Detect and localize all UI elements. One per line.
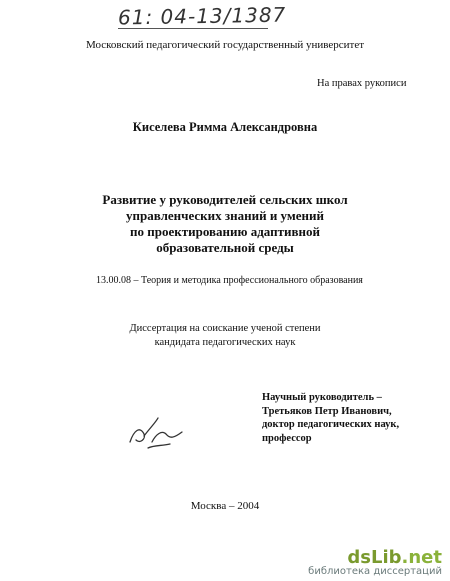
degree-line: кандидата педагогических наук — [154, 337, 296, 348]
university-name: Московский педагогический государственный университет — [85, 39, 365, 51]
supervisor-line: Научный руководитель – — [262, 392, 382, 403]
archive-code: 61: 04-13/1387 — [117, 2, 287, 30]
dslib-watermark — [308, 547, 442, 577]
handwritten-signature — [126, 412, 186, 452]
supervisor-line: Третьяков Петр Иванович, — [262, 405, 392, 417]
supervisor-line: профессор — [262, 432, 312, 444]
supervisor-info — [262, 391, 399, 445]
title-line: по проектированию адаптивной — [130, 224, 320, 239]
rights-notice: На правах рукописи — [317, 78, 407, 89]
watermark-logo-suffix: .net — [401, 547, 442, 568]
supervisor-line: доктор педагогических наук, — [262, 419, 400, 430]
watermark-logo — [308, 547, 442, 568]
title-line: Развитие у руководителей сельских школ — [102, 192, 348, 207]
degree-statement — [0, 322, 450, 350]
degree-line: Диссертация на соискание ученой степени — [129, 323, 321, 334]
archive-code-underline — [118, 28, 268, 29]
title-line: образовательной среды — [156, 240, 294, 255]
watermark-subtitle: библиотека диссертаций — [308, 566, 442, 577]
specialty-code: 13.00.08 – Теория и методика профессионального образования — [96, 275, 363, 286]
dissertation-title — [0, 192, 450, 256]
title-line: управленческих знаний и умений — [126, 208, 324, 223]
watermark-logo-main: dsLib — [347, 547, 402, 568]
author-name: Киселева Римма Александровна — [132, 120, 318, 134]
city-year: Москва – 2004 — [190, 500, 260, 512]
